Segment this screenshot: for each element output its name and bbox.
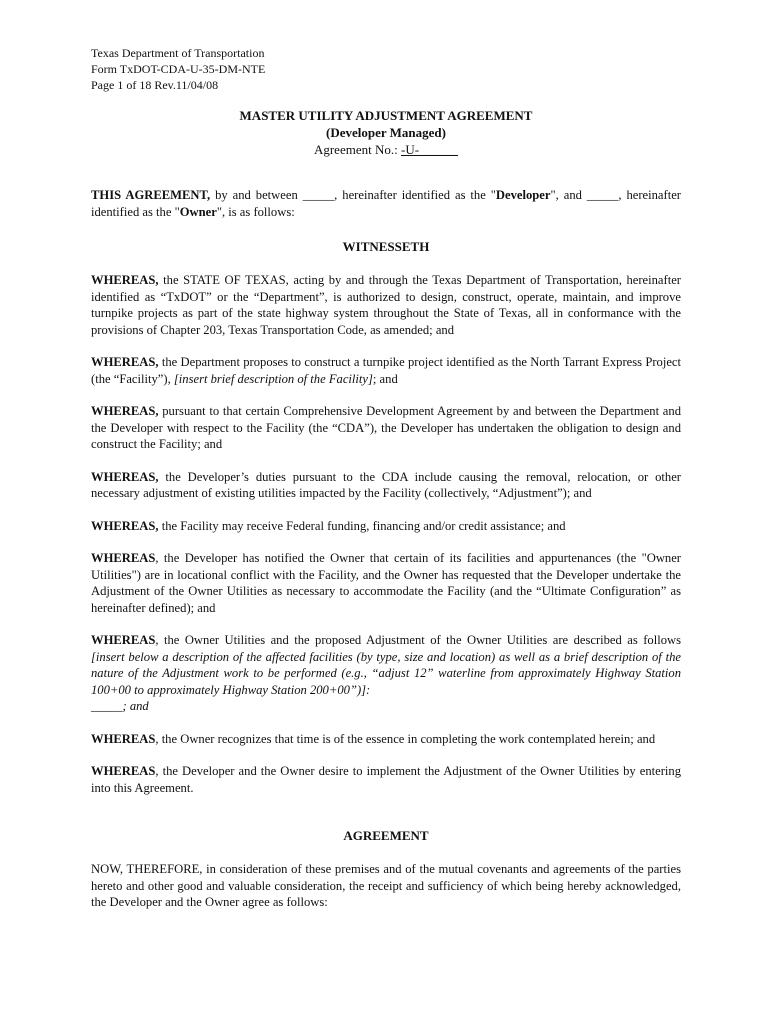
whereas-paragraph — [91, 354, 681, 387]
whereas-lead: WHEREAS, — [91, 355, 159, 369]
whereas-paragraph — [91, 632, 681, 715]
whereas-tail: ; and — [372, 371, 398, 386]
document-title: MASTER UTILITY ADJUSTMENT AGREEMENT — [239, 108, 533, 123]
document-subtitle: (Developer Managed) — [326, 125, 446, 140]
agreement-number-label: Agreement No.: — [313, 142, 401, 157]
whereas-lead: WHEREAS — [91, 551, 156, 565]
closing-paragraph: NOW, THEREFORE, in consideration of these premises and of the mutual covenants and agreements of the parties hereto and other good and valuable consideration, the receipt and sufficiency of which being hereby acknowledged, the Developer and the Owner agree as follows: — [91, 862, 681, 909]
whereas-lead: WHEREAS — [91, 764, 156, 778]
whereas-paragraph — [91, 403, 681, 453]
intro-lead: THIS AGREEMENT, — [91, 188, 211, 202]
whereas-paragraph — [91, 731, 681, 748]
intro-text-3: ", is as follows: — [216, 204, 295, 219]
header-agency: Texas Department of Transportation — [91, 46, 265, 60]
whereas-lead: WHEREAS — [91, 731, 156, 746]
whereas-lead: WHEREAS, — [91, 273, 159, 287]
header-form-number: Form TxDOT-CDA-U-35-DM-NTE — [91, 62, 266, 76]
whereas-lead: WHEREAS, — [91, 518, 159, 533]
agreement-heading: AGREEMENT — [343, 828, 429, 843]
whereas-text: the Developer’s duties pursuant to the CDA include causing the removal, relocation, or other necessary adjustment of existing utilities impacted by the Facility (collectively, “Adjustment”); and — [91, 469, 681, 500]
whereas-instruction: [insert below a description of the affected facilities (by type, size and location) as well as a brief description of the nature of the Adjustment work to be performed (e.g., “adjust 12” waterline from approximately Highway Station 100+00 to approximately Highway Station 200+00”)]: — [91, 649, 681, 697]
agreement-number-value: -U-______ — [400, 142, 459, 157]
document-page — [91, 45, 681, 911]
whereas-paragraph — [91, 272, 681, 338]
whereas-text: the Department proposes to construct a turnpike project identified as the North Tarrant Express Project (the “Facility”), — [91, 355, 681, 386]
witnesseth-heading: WITNESSETH — [342, 239, 430, 254]
whereas-paragraph — [91, 550, 681, 616]
whereas-paragraph — [91, 518, 681, 535]
intro-text-1: by and between _____, hereinafter identified as the " — [210, 188, 496, 202]
whereas-text: , the Owner recognizes that time is of the essence in completing the work contemplated herein; and — [155, 731, 656, 746]
whereas-text: , the Developer and the Owner desire to implement the Adjustment of the Owner Utilities by entering into this Agreement. — [91, 764, 681, 795]
whereas-text: pursuant to that certain Comprehensive Development Agreement by and between the Department and the Developer with respect to the Facility (the “CDA”), the Developer has undertaken the obligation to design and construct the Facility; and — [91, 404, 681, 451]
whereas-paragraph — [91, 763, 681, 796]
whereas-lead: WHEREAS, — [91, 404, 159, 418]
whereas-instruction: [insert brief description of the Facility] — [173, 371, 373, 386]
whereas-blank: _____; and — [91, 699, 149, 713]
developer-term: Developer — [495, 188, 551, 202]
whereas-text: , the Developer has notified the Owner that certain of its facilities and appurtenances (the "Owner Utilities") are in locational conflict with the Facility, and the Owner has requested that the Developer undertake the Adjustment of the Owner Utilities as necessary to accommodate the Facility (and the “Ultimate Configuration” as hereinafter defined); and — [91, 551, 681, 615]
intro-paragraph — [91, 187, 681, 220]
owner-term: Owner — [179, 204, 217, 219]
whereas-text: the STATE OF TEXAS, acting by and through the Texas Department of Transportation, hereinafter identified as “TxDOT” or the “Department”, is authorized to design, construct, operate, maintain, and improve turnpike projects as part of the state highway system throughout the State of Texas, all in conformance with the provisions of Chapter 203, Texas Transportation Code, as amended; and — [91, 273, 681, 337]
whereas-lead: WHEREAS, — [91, 469, 159, 484]
intro-text-2: ", and _____, hereinafter identified as the " — [91, 188, 681, 219]
whereas-paragraph — [91, 469, 681, 502]
whereas-text: the Facility may receive Federal funding, financing and/or credit assistance; and — [158, 518, 566, 533]
whereas-text: , the Owner Utilities and the proposed Adjustment of the Owner Utilities are described as follows — [155, 633, 681, 647]
header-page-info: Page 1 of 18 Rev.11/04/08 — [91, 78, 219, 92]
agreement-number — [91, 141, 681, 158]
whereas-lead: WHEREAS — [91, 633, 156, 647]
form-header — [91, 45, 681, 93]
